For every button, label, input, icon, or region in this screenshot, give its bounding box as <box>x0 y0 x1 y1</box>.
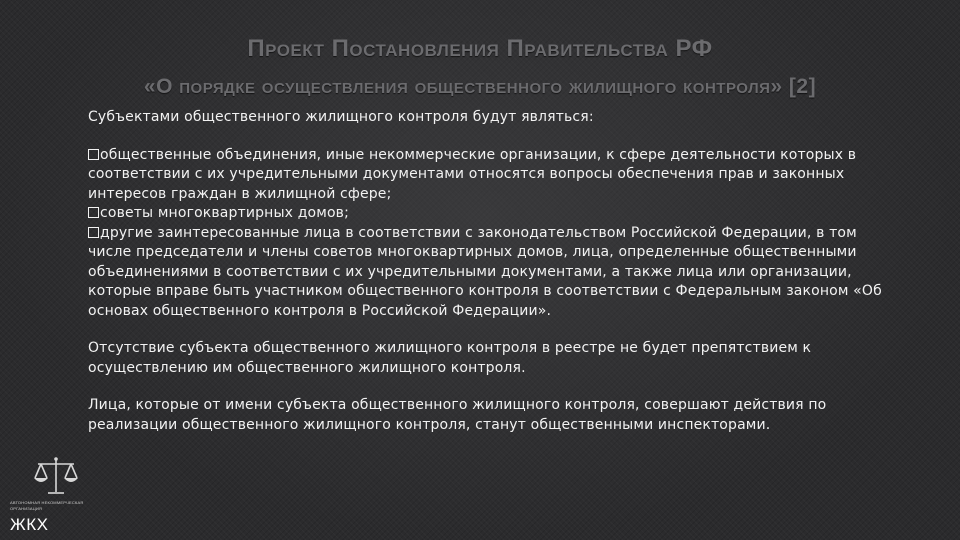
scales-icon <box>32 456 80 496</box>
title-line-1: Проект Постановления Правительства РФ <box>247 35 713 62</box>
logo-title: ЖКХ <box>10 515 49 534</box>
bullet-text-2: советы многоквартирных домов; <box>100 205 349 221</box>
checkbox-bullet-icon <box>88 149 99 160</box>
intro-text: Субъектами общественного жилищного контроля будут являться: <box>88 109 594 125</box>
logo-subtitle: АВТОНОМНАЯ НЕКОММЕРЧЕСКАЯ ОРГАНИЗАЦИЯ <box>10 500 84 511</box>
bullet-item-3 <box>88 224 888 322</box>
checkbox-bullet-icon <box>88 207 99 218</box>
bullet-text-1: общественные объединения, иные некоммерческие организации, к сфере деятельности которых в соответствии с их учредительными документами относятся вопросы обеспечения прав и законных интересов граждан в жилищной сфере; <box>88 146 857 202</box>
slide-title <box>0 34 960 102</box>
paragraph-inspectors: Лица, которые от имени субъекта общественного жилищного контроля, совершают действия по реализации общественного жилищного контроля, станут общественными инспекторами. <box>88 397 827 433</box>
bullet-item-1 <box>88 146 888 205</box>
slide-content <box>88 108 888 435</box>
bullet-item-2 <box>88 204 888 224</box>
paragraph-registry: Отсутствие субъекта общественного жилищного контроля в реестре не будет препятствием к осуществлению им общественного жилищного контроля. <box>88 340 812 376</box>
title-line-2: «О порядке осуществления общественного жилищного контроля» [2] <box>143 75 817 98</box>
checkbox-bullet-icon <box>88 227 99 238</box>
bullet-text-3: другие заинтересованные лица в соответствии с законодательством Российской Федерации, в том числе председатели и члены советов многоквартирных домов, лица, определенные общественными объединениями в соответствии с их учредительными документами, а также лица или организации, которые вправе быть участником общественного контроля в соответствии с Федеральным законом «Об основах общественного контроля в Российской Федерации». <box>88 224 882 319</box>
